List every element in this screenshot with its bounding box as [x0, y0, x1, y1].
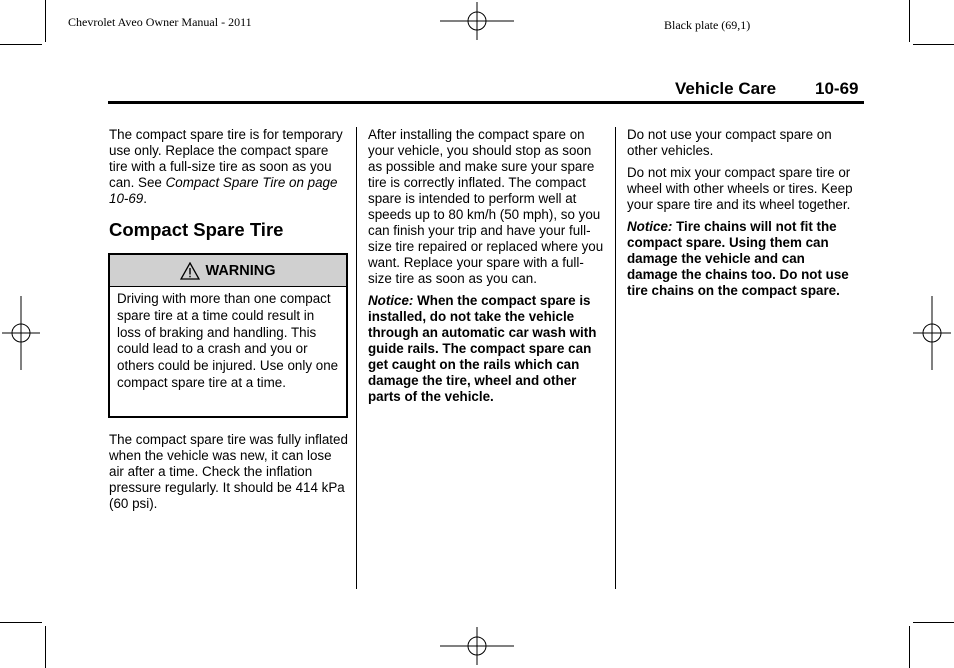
crop-mark	[45, 0, 46, 42]
cross-reference-link[interactable]: Compact Spare Tire on page 10-69	[109, 175, 338, 206]
warning-triangle-icon	[180, 262, 200, 280]
slug-left: Chevrolet Aveo Owner Manual - 2011	[68, 15, 252, 29]
crop-mark	[45, 626, 46, 668]
warning-text: Driving with more than one compact spare tire at a time could result in loss of braking and handling. This could lead to a crash and you or others could be injured. Use only one compact spare tire at a time.	[117, 291, 339, 390]
intro-text: The compact spare tire is for temporary use only. Replace the compact spare tire with a full-size tire as soon as you can. See	[109, 127, 343, 190]
notice-label: Notice:	[368, 293, 414, 308]
other-vehicles-paragraph: Do not use your compact spare on other vehicles.	[627, 127, 832, 158]
registration-mark-top	[440, 2, 514, 40]
notice-text: Tire chains will not fit the compact spare. Using them can damage the vehicle and can damage the chains too. Do not use tire chains on the compact spare.	[627, 219, 849, 298]
warning-header	[110, 255, 346, 287]
inflation-paragraph: The compact spare tire was fully inflated when the vehicle was new, it can lose air after a time. Check the inflation pressure regularly. It should be 414 kPa (60 psi).	[109, 432, 348, 511]
crop-mark	[913, 44, 954, 45]
column-3	[627, 127, 859, 305]
registration-mark-left	[2, 296, 40, 370]
section-heading: Compact Spare Tire	[109, 219, 284, 240]
crop-mark	[0, 622, 42, 623]
crop-mark	[913, 622, 954, 623]
crop-mark	[909, 626, 910, 668]
column-divider	[615, 127, 616, 589]
crop-mark	[909, 0, 910, 42]
notice-paragraph	[627, 219, 859, 299]
header-rule	[108, 101, 864, 104]
notice-paragraph	[368, 293, 604, 405]
section-title: Vehicle Care	[675, 79, 777, 98]
warning-box	[108, 253, 348, 418]
slug-right: Black plate (69,1)	[664, 18, 751, 32]
intro-end: .	[143, 191, 147, 206]
registration-mark-bottom	[440, 627, 514, 665]
mix-paragraph: Do not mix your compact spare tire or wheel with other wheels or tires. Keep your spare tire and its wheel together.	[627, 165, 853, 212]
notice-label: Notice:	[627, 219, 673, 234]
crop-mark	[0, 44, 42, 45]
column-1	[109, 127, 349, 213]
notice-text: When the compact spare is installed, do not take the vehicle through an automatic car wash with guide rails. The compact spare can get caught on the rails which can damage the tire, wheel and other parts of the vehicle.	[368, 293, 597, 404]
column-divider	[356, 127, 357, 589]
column-2	[368, 127, 604, 411]
intro-paragraph	[109, 127, 349, 207]
registration-mark-right	[913, 296, 951, 370]
after-install-paragraph: After installing the compact spare on your vehicle, you should stop as soon as possible and make sure your spare tire is correctly inflated. The compact spare is intended to perform well at speeds up to 80 km/h (50 mph), so you can finish your trip and have your full-size tire repaired or replaced where you want. Replace your spare with a full-size tire as soon as you can.	[368, 127, 604, 286]
warning-label: WARNING	[205, 262, 276, 279]
page-number: 10-69	[815, 79, 859, 98]
column-1-lower	[109, 432, 349, 518]
